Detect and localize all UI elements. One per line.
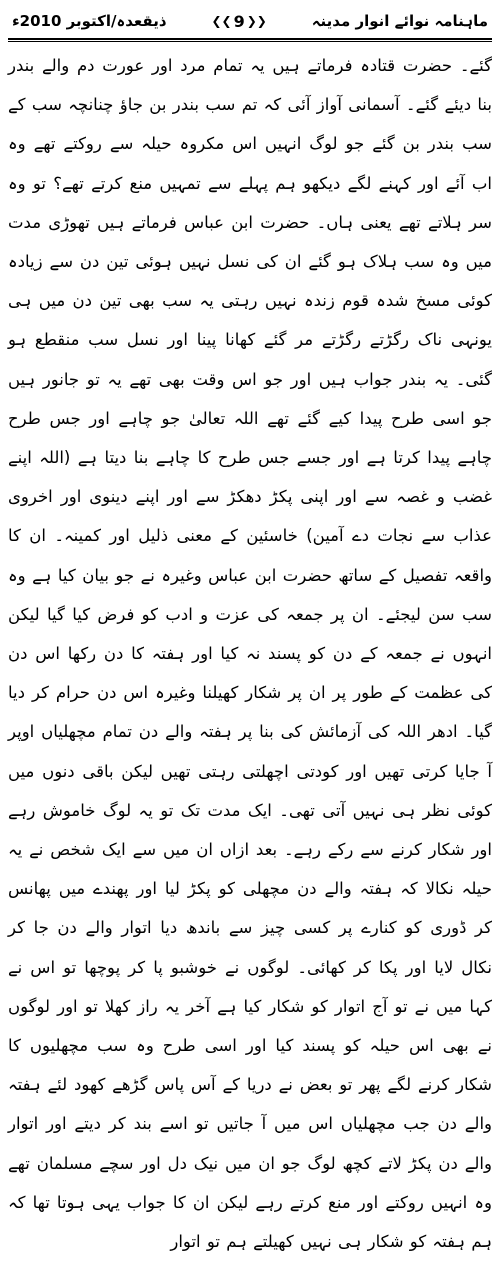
ornament-left-icon: ❮❮ bbox=[246, 14, 267, 28]
header-divider bbox=[8, 38, 492, 42]
page-number-badge bbox=[211, 12, 266, 31]
page-header bbox=[8, 6, 492, 36]
issue-date: ذیقعدہ/اکتوبر 2010ء bbox=[12, 12, 167, 30]
ornament-right-icon: ❯❯ bbox=[211, 14, 232, 28]
page-number: 9 bbox=[233, 11, 245, 31]
magazine-title: ماہنامہ نوائے انوار مدینہ bbox=[311, 12, 488, 30]
paragraph: گئے۔ حضرت قتادہ فرماتے ہیں یہ تمام مرد اور عورت دم والے بندر بنا دیئے گئے۔ آسمانی آواز آئی کہ تم سب بندر بن جاؤ چنانچہ سب کے سب بندر بن گئے جو لوگ انہیں اس مکروہ حیلہ سے روکتے تھے وہ اب آئے اور کہنے لگے دیکھو ہم پہلے سے تمہیں منع کرتے تھے؟ تو وہ سر ہلاتے تھے یعنی ہاں۔ حضرت ابن عباس فرماتے ہیں تھوڑی مدت میں وہ سب ہلاک ہو گئے ان کی نسل نہیں ہوئی تین دن سے زیادہ کوئی مسخ شدہ قوم زندہ نہیں رہتی یہ سب بھی تین دن میں ہی یونہی ناک رگڑتے رگڑتے مر گئے کھانا پینا اور نسل سب منقطع ہو گئی۔ یہ بندر جواب ہیں اور جو اس وقت بھی تھے یہ تو جانور ہیں جو اسی طرح پیدا کیے گئے تھے اللہ تعالیٰ جو چاہے اور جس طرح چاہے پیدا کرتا ہے اور جسے جس طرح کا چاہے بنا دیتا ہے (اللہ اپنے غضب و غصہ سے اور اپنی پکڑ دھکڑ سے اور اپنے دینوی اور اخروی عذاب سے نجات دے آمین) خاسئین کے معنی ذلیل اور کمینہ۔ ان کا واقعہ تفصیل کے ساتھ حضرت ابن عباس وغیرہ نے جو بیان کیا ہے وہ سب سن لیجئے۔ ان پر جمعہ کی عزت و ادب کو فرض کیا گیا لیکن انہوں نے جمعہ کے دن کو پسند نہ کیا اور ہفتہ کا دن رکھا اس دن کی عظمت کے طور پر ان پر شکار کھیلنا وغیرہ اس دن حرام کر دیا گیا۔ ادھر اللہ کی آزمائش کی بنا پر ہفتہ والے دن تمام مچھلیاں اوپر آ جایا کرتی تھیں اور کودتی اچھلتی رہتی تھیں لیکن باقی دنوں میں کوئی نظر ہی نہیں آتی تھی۔ ایک مدت تک تو یہ لوگ خاموش رہے اور شکار کرنے سے رکے رہے۔ بعد ازاں ان میں سے ایک شخص نے یہ حیلہ نکالا کہ ہفتہ والے دن مچھلی کو پکڑ لیا اور پھندے میں پھانس کر ڈوری کو کنارے پر کسی چیز سے باندھ دیا اتوار والے دن جا کر نکال لایا اور پکا کر کھائی۔ لوگوں نے خوشبو پا کر پوچھا تو اس نے کہا میں نے تو آج اتوار کو شکار کیا ہے آخر یہ راز کھلا تو اور لوگوں نے بھی اس حیلہ کو پسند کیا اور اسی طرح وہ سب مچھلیوں کا شکار کرنے لگے پھر تو بعض نے دریا کے آس پاس گڑھے کھود لئے ہفتہ والے دن جب مچھلیاں اس میں آ جاتیں تو اسے بند کر دیتے اور اتوار والے دن پکڑ لاتے کچھ لوگ جو ان میں نیک دل اور سچے مسلمان تھے وہ انہیں روکتے اور منع کرتے رہے لیکن ان کا جواب یہی ہوتا تھا کہ ہم ہفتہ کو شکار ہی نہیں کھیلتے ہم تو اتوار bbox=[8, 56, 492, 1252]
article-body bbox=[8, 46, 492, 1252]
